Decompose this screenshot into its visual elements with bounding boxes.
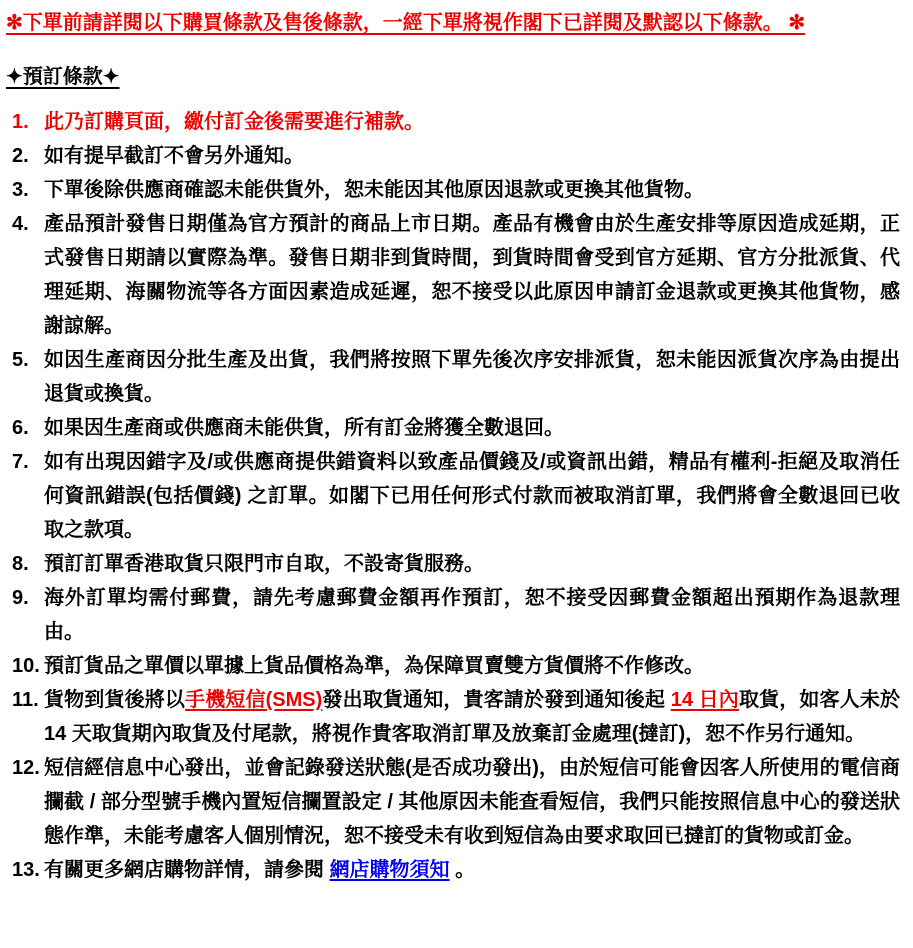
term-number: 12. xyxy=(12,757,40,779)
pre-order-warning-banner: ✻下單前請詳閱以下購買條款及售後條款，一經下單將視作閣下已詳閱及默認以下條款。 ✻ xyxy=(6,12,806,34)
term-item xyxy=(6,173,900,207)
term-text xyxy=(44,343,900,411)
term-number: 11. xyxy=(12,689,39,711)
term-item xyxy=(6,649,900,683)
term-number: 7. xyxy=(12,451,29,473)
term-text xyxy=(44,683,900,751)
term-item xyxy=(6,853,900,887)
text-segment: 貨物到貨後將以 xyxy=(44,689,186,711)
terms-list xyxy=(6,105,900,887)
text-segment: 取貨，如客人未於 14 天取貨期內取貨及付尾款，將視作貴客取消訂單及放棄訂金處理(撻訂)，恕不作另行通知。 xyxy=(44,689,900,745)
term-text xyxy=(44,173,900,207)
term-number: 6. xyxy=(12,417,29,439)
term-item xyxy=(6,207,900,343)
text-segment: 發出取貨通知，貴客請於發到通知後起 xyxy=(322,689,671,711)
term-number: 9. xyxy=(12,587,29,609)
term-item xyxy=(6,751,900,853)
text-segment: 如因生產商因分批生產及出貨，我們將按照下單先後次序安排派貨，恕未能因派貨次序為由提出退貨或換貨。 xyxy=(44,349,900,405)
term-item xyxy=(6,139,900,173)
section-title-preorder-terms: ✦預訂條款✦ xyxy=(6,66,120,88)
text-segment: 短信經信息中心發出，並會記錄發送狀態(是否成功發出)，由於短信可能會因客人所使用的電信商攔截 / 部分型號手機內置短信攔置設定 / 其他原因未能查看短信，我們只能按照信息中心的發送狀態作準，未能考慮客人個別情況，恕不接受未有收到短信為由要求取回已撻訂的貨物或訂金。 xyxy=(44,757,900,847)
term-number: 13. xyxy=(12,859,40,881)
pickup-deadline-emphasis: 14 日內 xyxy=(670,689,739,711)
text-segment: 預訂貨品之單價以單據上貨品價格為準，為保障買賣雙方貨價將不作修改。 xyxy=(44,655,704,677)
term-number: 4. xyxy=(12,213,29,235)
term-text xyxy=(44,139,900,173)
term-item xyxy=(6,411,900,445)
term-number: 1. xyxy=(12,111,29,133)
term-number: 5. xyxy=(12,349,29,371)
term-item xyxy=(6,547,900,581)
term-item xyxy=(6,105,900,139)
text-segment: 此乃訂購頁面，繳付訂金後需要進行補款。 xyxy=(44,111,424,133)
term-number: 2. xyxy=(12,145,29,167)
store-shopping-guide-link[interactable]: 網店購物須知 xyxy=(329,859,450,881)
term-item xyxy=(6,343,900,411)
term-number: 10. xyxy=(12,655,40,677)
term-text xyxy=(44,547,900,581)
term-text xyxy=(44,581,900,649)
term-number: 3. xyxy=(12,179,29,201)
term-item xyxy=(6,683,900,751)
term-text xyxy=(44,751,900,853)
term-text xyxy=(44,411,900,445)
text-segment: 如有提早截訂不會另外通知。 xyxy=(44,145,304,167)
term-text xyxy=(44,649,900,683)
term-number: 8. xyxy=(12,553,29,575)
term-item xyxy=(6,581,900,649)
text-segment: 產品預計發售日期僅為官方預計的商品上市日期。產品有機會由於生產安排等原因造成延期，正式發售日期請以實際為準。發售日期非到貨時間，到貨時間會受到官方延期、官方分批派貨、代理延期、海關物流等各方面因素造成延遲，恕不接受以此原因申請訂金退款或更換其他貨物，感謝諒解。 xyxy=(44,213,900,337)
text-segment: 下單後除供應商確認未能供貨外，恕未能因其他原因退款或更換其他貨物。 xyxy=(44,179,704,201)
text-segment: 預訂訂單香港取貨只限門市自取，不設寄貨服務。 xyxy=(44,553,484,575)
text-segment: 海外訂單均需付郵費，請先考慮郵費金額再作預訂，恕不接受因郵費金額超出預期作為退款理由。 xyxy=(44,587,900,643)
term-text xyxy=(44,105,900,139)
text-segment: 。 xyxy=(449,859,476,881)
term-text xyxy=(44,445,900,547)
text-segment: 如有出現因錯字及/或供應商提供錯資料以致產品價錢及/或資訊出錯，精品有權利-拒絕及取消任何資訊錯誤(包括價錢) 之訂單。如閣下已用任何形式付款而被取消訂單，我們將會全數退回已收取之款項。 xyxy=(44,451,900,541)
term-text xyxy=(44,207,900,343)
term-text xyxy=(44,853,900,887)
text-segment: 有關更多網店購物詳情，請參閱 xyxy=(44,859,330,881)
sms-notice-emphasis: 手機短信(SMS) xyxy=(185,689,323,711)
term-item xyxy=(6,445,900,547)
text-segment: 如果因生產商或供應商未能供貨，所有訂金將獲全數退回。 xyxy=(44,417,564,439)
